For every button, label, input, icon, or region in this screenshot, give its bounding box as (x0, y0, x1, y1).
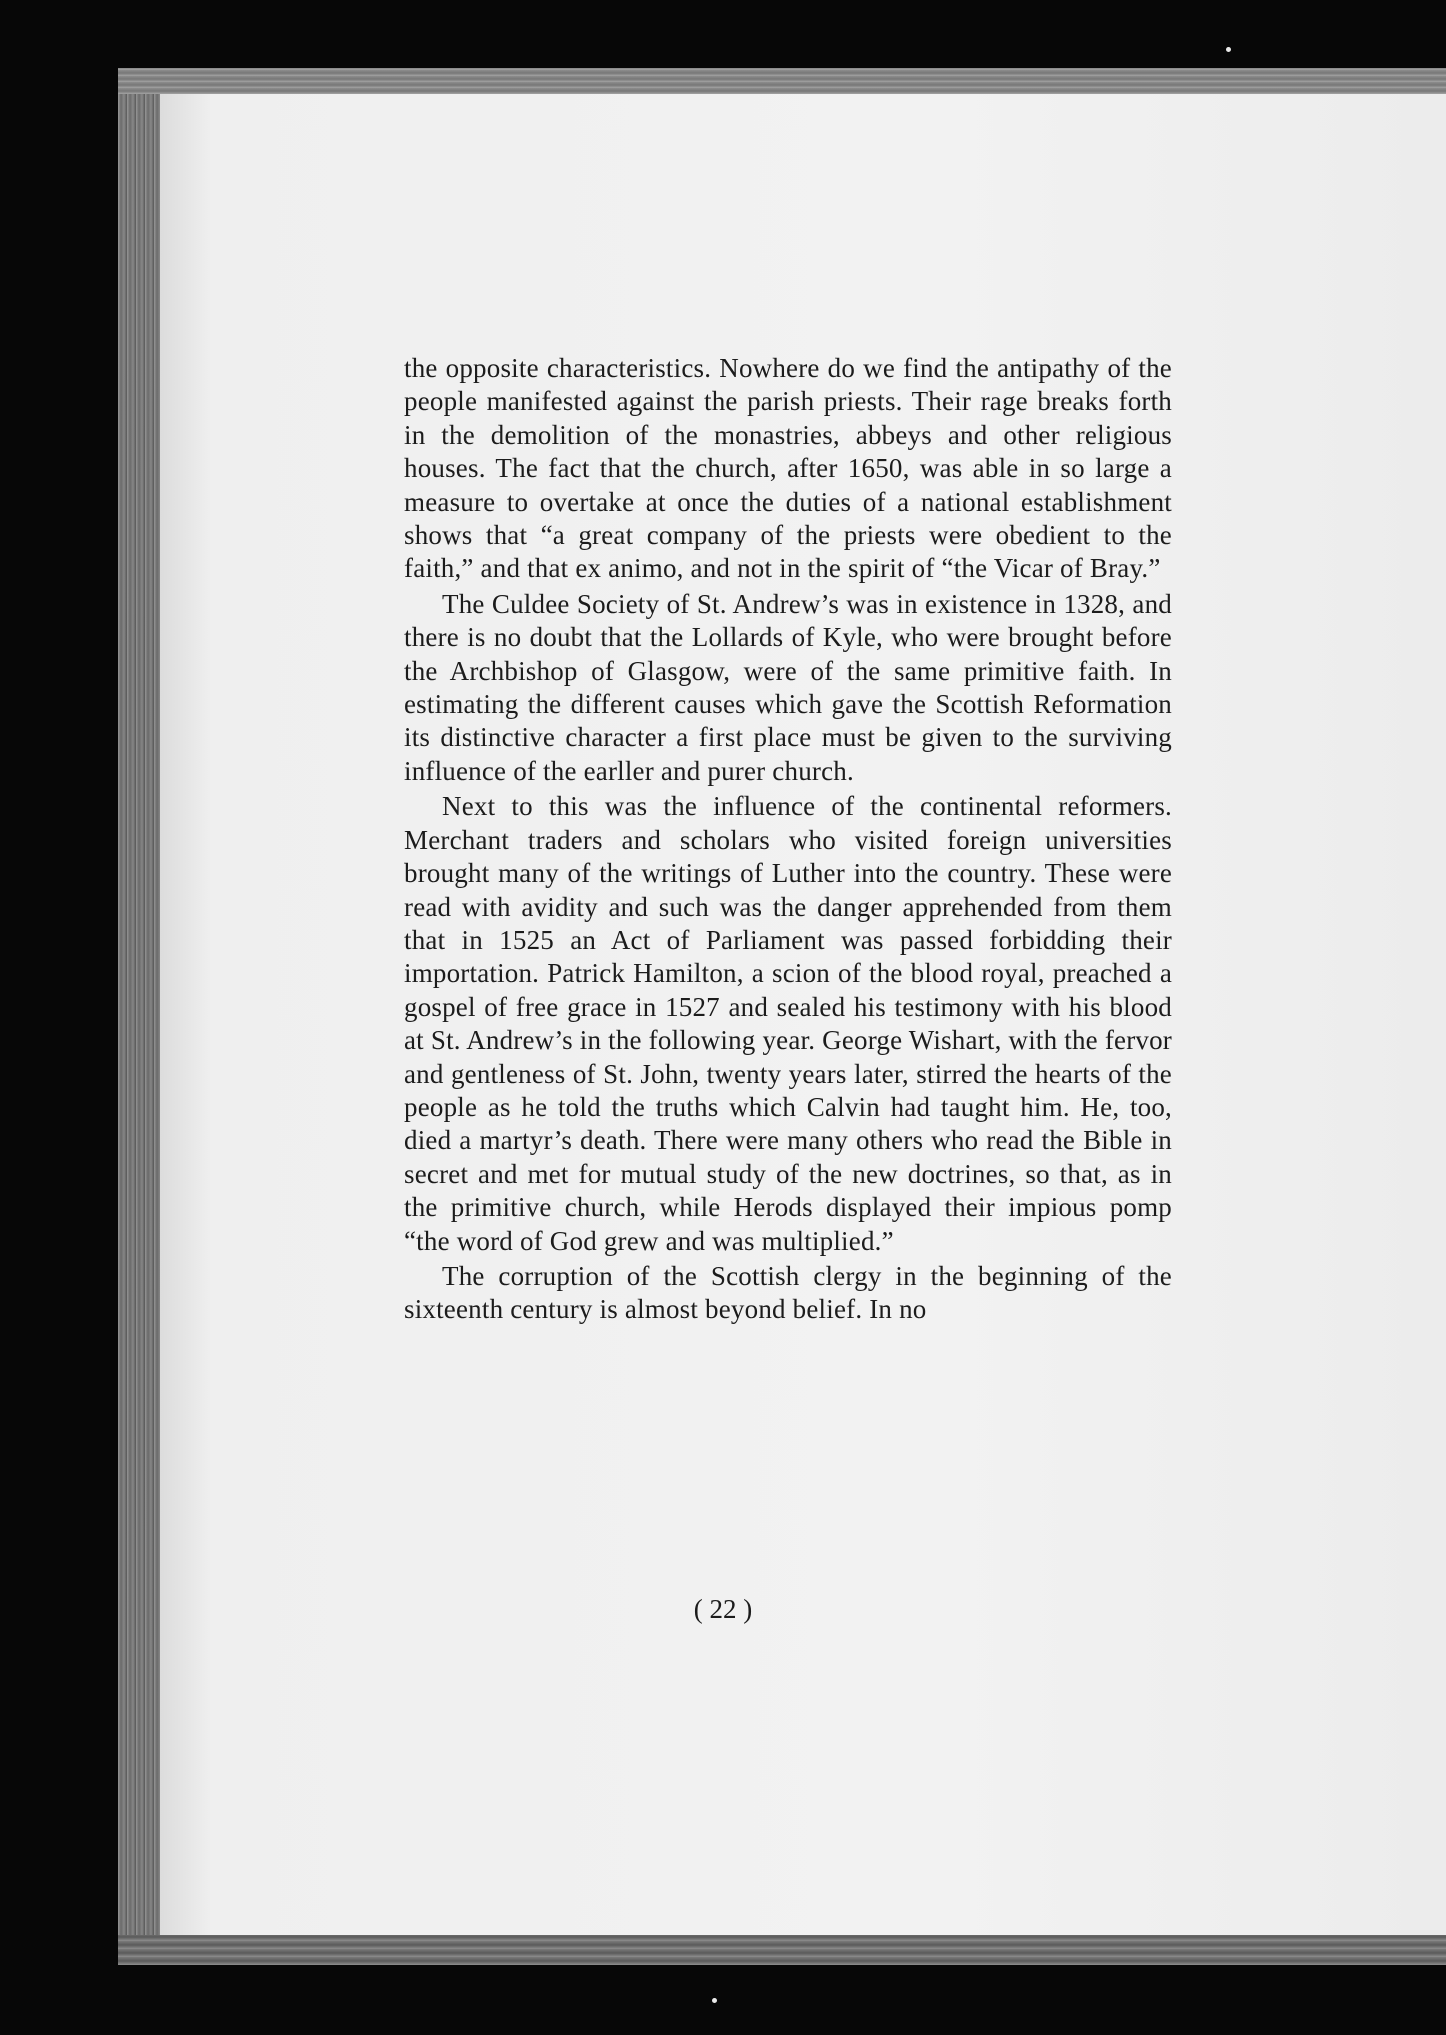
paragraph-4: The corruption of the Scottish clergy in the beginning of the sixteenth century is almost beyond belief. In no (404, 1260, 1172, 1325)
book-spine-edge (118, 68, 160, 1965)
page-number: ( 22 ) (693, 1594, 753, 1624)
book-bottom-edge (118, 1935, 1446, 1965)
book-top-edge (118, 68, 1446, 94)
paragraph-2: The Culdee Society of St. Andrew’s was in existence in 1328, and there is no doubt that the Lollards of Kyle, who were brought before the Archbishop of Glasgow, were of the same primitive faith. In estimating the different causes which gave the Scottish Reformation its distinctive character a first place must be given to the surviving influence of the earller and purer church. (404, 588, 1172, 786)
dust-speck (712, 1998, 717, 2003)
dust-speck (1226, 47, 1231, 52)
body-text (404, 352, 1172, 1327)
paragraph-1: the opposite characteristics. Nowhere do we find the antipathy of the people manifested against the parish priests. Their rage breaks forth in the demolition of the monastries, abbeys and other religious houses. The fact that the church, after 1650, was able in so large a measure to overtake at once the duties of a national establishment shows that “a great company of the priests were obedient to the faith,” and that ex animo, and not in the spirit of “the Vicar of Bray.” (404, 353, 1172, 584)
paragraph-3: Next to this was the influence of the continental reformers. Merchant traders and scholars who visited foreign universities brought many of the writings of Luther into the country. These were read with avidity and such was the danger apprehended from them that in 1525 an Act of Parliament was passed forbidding their importation. Patrick Hamilton, a scion of the blood royal, preached a gospel of free grace in 1527 and sealed his testimony with his blood at St. Andrew’s in the following year. George Wishart, with the fervor and gentleness of St. John, twenty years later, stirred the hearts of the people as he told the truths which Calvin had taught him. He, too, died a martyr’s death. There were many others who read the Bible in secret and met for mutual study of the new doctrines, so that, as in the primitive church, while Herods displayed their impious pomp “the word of God grew and was multiplied.” (404, 791, 1172, 1256)
